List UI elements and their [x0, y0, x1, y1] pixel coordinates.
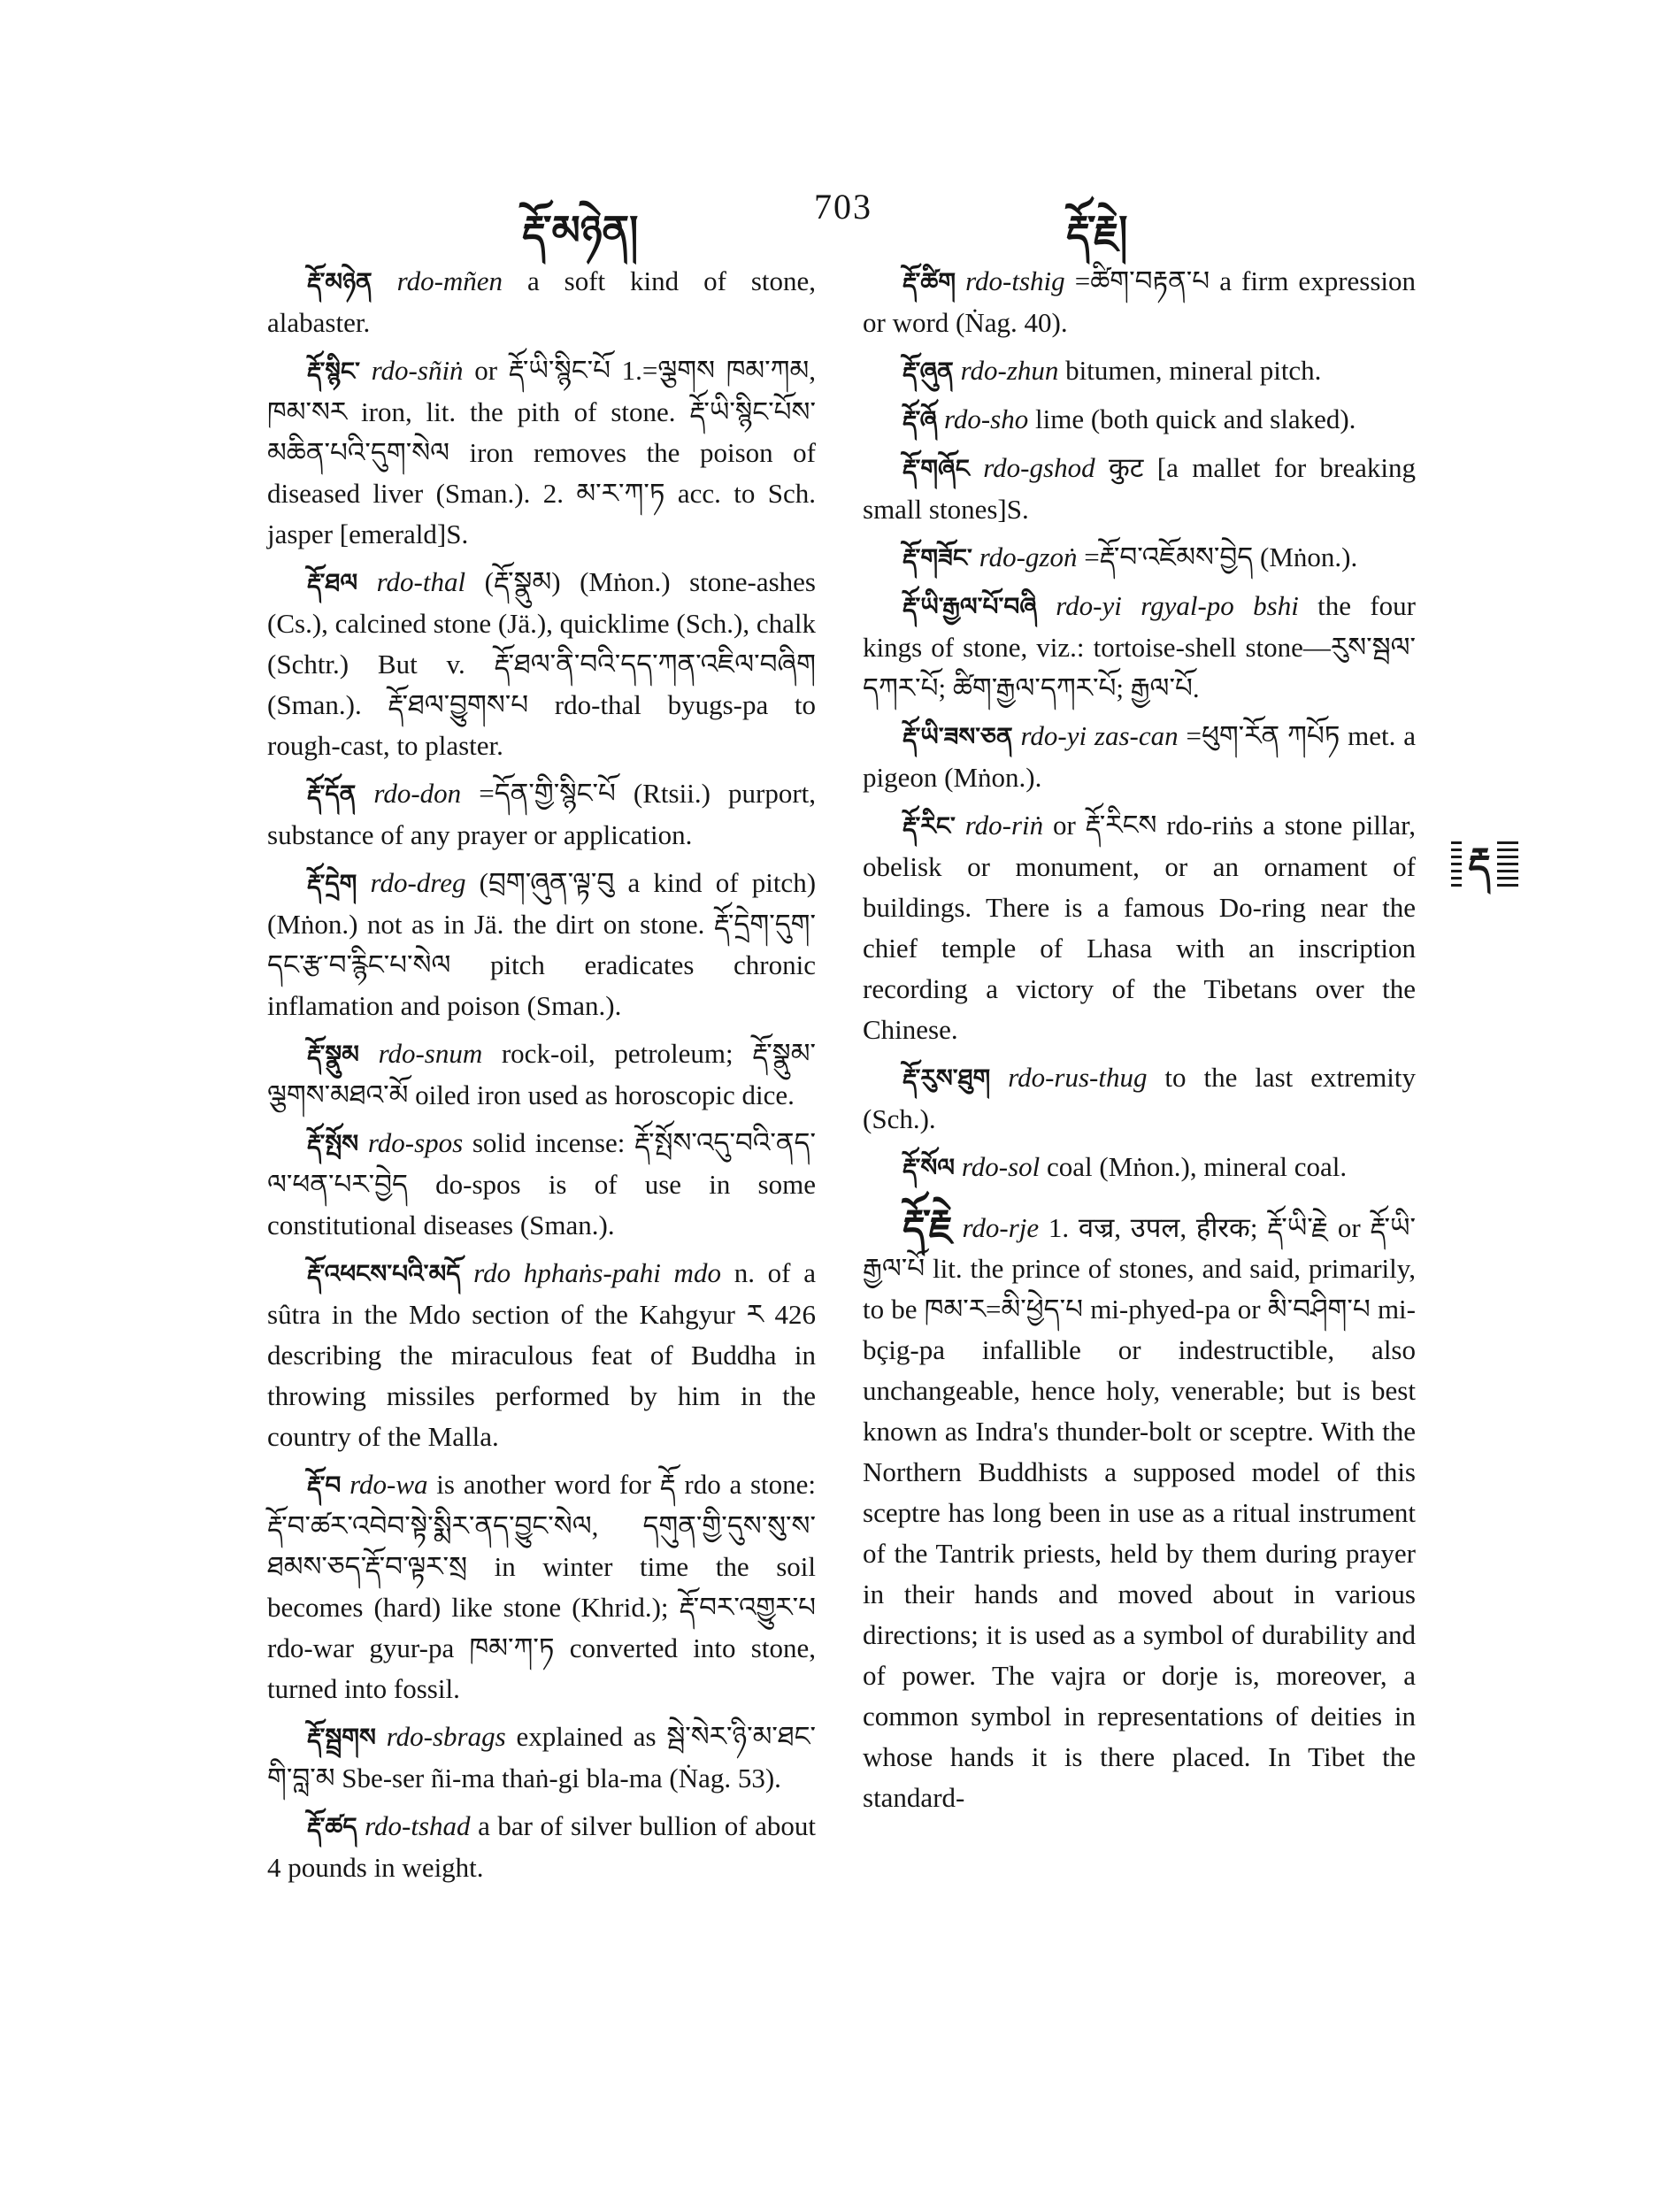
- entry-definition: =ཕུག་རོན ཀཔོཏ met. a pigeon (Mṅon.).: [863, 720, 1416, 793]
- entry-headword-tibetan: རྡོ་ཚིག: [902, 267, 956, 296]
- entry-headword-tibetan: རྡོ་འཕངས་པའི་མདོ: [307, 1259, 461, 1288]
- dictionary-entry: [267, 261, 816, 343]
- entry-headword-tibetan: རྡོ་རིང་: [902, 811, 956, 841]
- entry-definition: coal (Mṅon.), mineral coal.: [1047, 1151, 1348, 1182]
- entry-headword-tibetan: རྡོ་མཉེན: [307, 267, 373, 296]
- entry-definition: the four kings of stone, viz.: tortoise-shell stone—རུས་སྦལ་དཀར་པོ; ཚིག་རྒྱལ་དཀར་པོ; རྒྱལ་པོ.: [863, 590, 1416, 703]
- entry-transliteration: rdo-don: [373, 778, 462, 809]
- entry-definition: to the last extremity (Sch.).: [863, 1062, 1417, 1134]
- entry-headword-tibetan: རྡོ་ཞུན: [902, 357, 954, 386]
- entry-headword-tibetan: རྡོ་གཞོང: [902, 454, 970, 483]
- dictionary-entry: [863, 537, 1416, 579]
- entry-transliteration: rdo-spos: [367, 1127, 464, 1158]
- dictionary-entry: [267, 863, 816, 1026]
- entry-headword-tibetan: རྡོ་སྤོས: [307, 1129, 359, 1158]
- dictionary-entry: [863, 261, 1416, 343]
- entry-headword-tibetan: རྡོ་དྲེག: [307, 869, 357, 898]
- entry-headword-tibetan: རྡོ་དོན: [307, 780, 357, 809]
- entry-definition: a soft kind of stone, alabaster.: [267, 265, 817, 338]
- dictionary-entry: [863, 399, 1416, 441]
- dictionary-entry: [863, 805, 1416, 1050]
- entry-definition: =རྡོ་བ་འཇོམས་བྱེད (Mṅon.).: [1084, 541, 1358, 572]
- dictionary-entry: [267, 1123, 816, 1246]
- dictionary-entry: [267, 1717, 816, 1799]
- entry-definition: =དོན་གྱི་སྙིང་པོ (Rtsii.) purport, substance of any prayer or application.: [267, 778, 817, 850]
- entry-definition: =ཚིག་བརྟན་པ a firm expression or word (Ṅag. 40).: [863, 265, 1417, 338]
- dictionary-entry: [267, 1033, 816, 1116]
- right-column: [863, 261, 1416, 1825]
- entry-definition: or རྡོ་ཡི་སྙིང་པོ 1.=ལྕགས ཁམ་ཀམ, ཁམ་སར iron, lit. the pith of stone. རྡོ་ཡི་སྙིང་པོས་མཆིན་པའི་དུག་སེལ iron removes the poison of diseased liver (Sman.). 2. མ་ར་ཀ་ཏ acc. to Sch. jasper [emerald]S.: [267, 355, 817, 549]
- dictionary-entry: [267, 1253, 816, 1457]
- entry-definition: or རྡོ་རིངས rdo-riṅs a stone pillar, obelisk or monument, or an ornament of buildings. There is a famous Do-ring near the chief temple of Lhasa with an inscription recording a victory of the Tibetans over the Chinese.: [863, 810, 1417, 1045]
- entry-definition: 1. वज्र, उपल, हीरक; རྡོ་ཡི་རྗེ or རྡོ་ཡི་རྒྱལ་པོ lit. the prince of stones, and said, primarily, to be ཁམ་ར=མི་ཕྱེད་པ mi-phyed-pa or མི་བཤིག་པ mi-bçig-pa infallible or indestructible, also unchangeable, hence holy, venerable; but is best known as Indra's thunder-bolt or sceptre. With the Northern Buddhists a supposed model of this sceptre has long been in use as a ritual instrument of the Tantrik priests, held by them during prayer in their hands and moved about in various directions; it is used as a symbol of durability and of power. The vajra or dorje is, moreover, a common symbol in representations of deities in whose hands it is there placed. In Tibet the standard-: [863, 1212, 1417, 1813]
- entry-definition: कुट [a mallet for breaking small stones]S.: [863, 452, 1417, 525]
- entry-transliteration: rdo-sho: [943, 403, 1029, 434]
- entry-transliteration: rdo hphaṅs-pahi mdo: [473, 1257, 721, 1288]
- entry-definition: solid incense: རྡོ་སྤོས་འདུ་བའི་ནད་ལ་ཕན་པར་བྱེད do-spos is of use in some constitutional diseases (Sman.).: [267, 1127, 817, 1240]
- entry-headword-tibetan: རྡོ་སྣུམ: [307, 1040, 359, 1069]
- entry-definition: bitumen, mineral pitch.: [1065, 355, 1322, 386]
- entry-definition: is another word for རྡོ rdo a stone: རྡོ་བ་ཚར་འབེབ་སྟེ་སྨིར་ནད་བྱུང་སེལ, དགུན་གྱི་དུས་སུ་ས་ཐམས་ཅད་རྡོ་བ་ལྟར་སྲ in winter time the soil becomes (hard) like stone (Khrid.); རྡོ་བར་འགྱུར་པ rdo-war gyur-pa ཁམ་ཀ་ཏ converted into stone, turned into fossil.: [267, 1469, 817, 1704]
- entry-definition: n. of a sûtra in the Mdo section of the Kahgyur ར 426 describing the miraculous feat of Buddha in throwing missiles performed by him in the country of the Malla.: [267, 1257, 816, 1452]
- entry-transliteration: rdo-yi rgyal-po bshi: [1056, 590, 1299, 621]
- entry-transliteration: rdo-yi zas-can: [1020, 720, 1179, 751]
- entry-transliteration: rdo-riṅ: [964, 810, 1044, 841]
- entry-headword-tibetan: རྡོ་བ: [307, 1471, 342, 1500]
- page-header: [265, 186, 1416, 254]
- dictionary-entry: [267, 1806, 816, 1888]
- dictionary-entry: [267, 562, 816, 766]
- entry-transliteration: rdo-gzoṅ: [979, 541, 1078, 572]
- entry-definition: rock-oil, petroleum; རྡོ་སྣུམ་ལྕགས་མཐའ་མོ oiled iron used as horoscopic dice.: [267, 1038, 817, 1110]
- entry-transliteration: rdo-tshad: [365, 1810, 471, 1841]
- entry-transliteration: rdo-rus-thug: [1008, 1062, 1148, 1093]
- dictionary-entry: [863, 586, 1416, 709]
- dictionary-entry: [267, 350, 816, 555]
- entry-headword-tibetan: རྡོ་སྙིང་: [307, 357, 360, 386]
- entry-definition: explained as སྦེ་སེར་ཉི་མ་ཐང་གི་བླ་མ Sbe-ser ñi-ma thaṅ-gi bla-ma (Ṅag. 53).: [267, 1721, 816, 1793]
- entry-transliteration: rdo-rje: [962, 1212, 1040, 1243]
- entry-headword-tibetan: རྡོ་ཡི་ཟས་ཅན: [902, 722, 1013, 751]
- entry-transliteration: rdo-sol: [961, 1151, 1041, 1182]
- entry-transliteration: rdo-dreg: [370, 867, 466, 898]
- entry-headword-tibetan: རྡོ་སྦྲགས: [307, 1723, 376, 1752]
- entry-headword-tibetan: རྡོ་ཐལ: [307, 568, 358, 597]
- entry-transliteration: rdo-sbrags: [386, 1721, 506, 1752]
- entry-headword-tibetan: རྡོ་གཟོང་: [902, 543, 972, 572]
- dictionary-entry: [863, 716, 1416, 798]
- entry-headword-tibetan: རྡོ་ཚད: [307, 1812, 357, 1841]
- entry-transliteration: rdo-snum: [378, 1038, 483, 1069]
- entry-headword-tibetan: རྡོ་ཞོ: [902, 405, 938, 434]
- thumb-index-tab: [1451, 836, 1518, 893]
- entry-transliteration: rdo-sñiṅ: [371, 355, 464, 386]
- entry-transliteration: rdo-mñen: [396, 265, 503, 296]
- thumb-index-glyph: རྡ: [1462, 838, 1497, 887]
- dictionary-entry: [863, 1147, 1416, 1188]
- entry-headword-tibetan: རྡོ་ཡི་རྒྱལ་པོ་བཞི: [902, 592, 1037, 621]
- entry-transliteration: rdo-zhun: [960, 355, 1059, 386]
- entry-definition: (བྲག་ཞུན་ལྟ་བུ a kind of pitch) (Mṅon.) not as in Jä. the dirt on stone. རྡོ་དྲེག་དུག་དང་རྩ་བ་རྙིང་པ་སེལ pitch eradicates chronic inflamation and poison (Sman.).: [267, 867, 817, 1021]
- entry-transliteration: rdo-thal: [376, 566, 466, 597]
- entry-transliteration: rdo-gshod: [983, 452, 1095, 483]
- dictionary-entry: [863, 448, 1416, 530]
- dictionary-entry: [863, 350, 1416, 392]
- entry-headword-tibetan: རྡོ་རྗེ: [902, 1202, 953, 1247]
- dictionary-entry: [267, 773, 816, 856]
- entry-headword-tibetan: རྡོ་སོལ: [902, 1153, 956, 1182]
- entry-headword-tibetan: རྡོ་རུས་ཐུག: [902, 1064, 991, 1093]
- dictionary-entry: [863, 1204, 1416, 1818]
- entry-transliteration: rdo-wa: [349, 1469, 428, 1500]
- entry-definition: (རྡོ་སྣུམ) (Mṅon.) stone-ashes (Cs.), calcined stone (Jä.), quicklime (Sch.), chalk (Schtr.) But v. རྡོ་ཐལ་ནི་བའི་དད་ཀན་འཇིལ་བཞིག (Sman.). རྡོ་ཐལ་བྱུགས་པ rdo-thal byugs-pa to rough-cast, to plaster.: [267, 566, 816, 761]
- entry-transliteration: rdo-tshig: [965, 265, 1065, 296]
- page-number: 703: [814, 187, 872, 227]
- left-column: [267, 261, 816, 1895]
- header-left-headword: རྡོ་མཉེན།: [522, 206, 639, 254]
- entry-definition: a bar of silver bullion of about 4 pounds in weight.: [267, 1810, 817, 1883]
- dictionary-entry: [863, 1057, 1416, 1140]
- header-right-headword: རྡོ་རྗེ།: [1066, 206, 1128, 254]
- dictionary-entry: [267, 1464, 816, 1709]
- entry-definition: lime (both quick and slaked).: [1035, 403, 1356, 434]
